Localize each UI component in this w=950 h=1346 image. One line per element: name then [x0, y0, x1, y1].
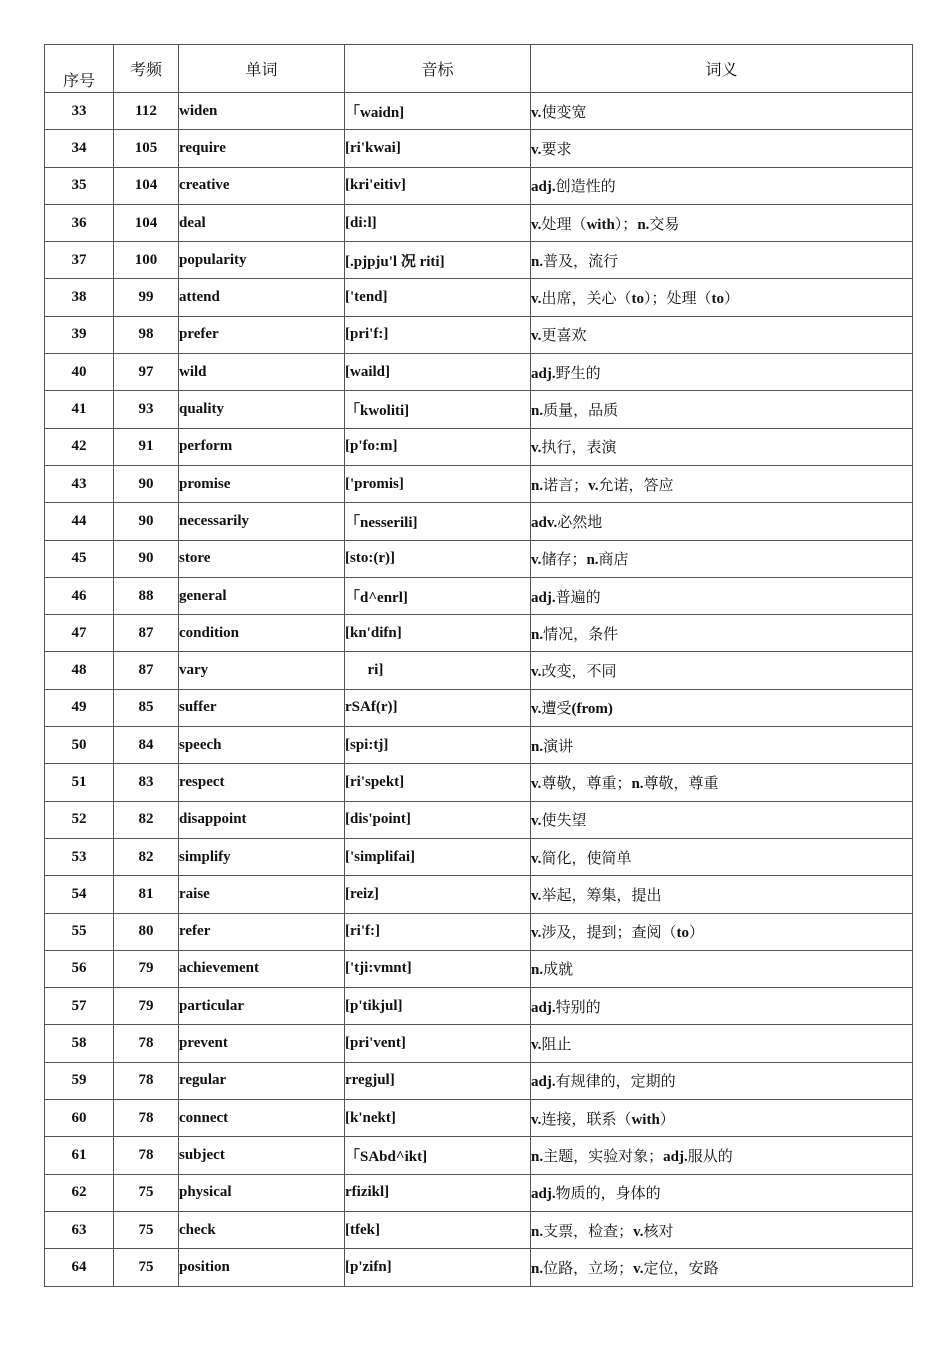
meaning-label: v.: [531, 291, 542, 308]
cell-word: speech: [179, 727, 345, 764]
meaning-text: 连接，联系（: [541, 1111, 632, 1128]
table-row: [45, 1211, 913, 1248]
meaning-label: v.: [633, 1223, 644, 1240]
cell-number: 59: [45, 1062, 114, 1099]
cell-number: 37: [45, 242, 114, 279]
meaning-text: 使变宽: [541, 104, 587, 121]
table-row: [45, 465, 913, 502]
meaning-label: adj.: [531, 589, 556, 606]
meaning-text: 普及，流行: [543, 253, 619, 270]
meaning-text: 简化，使简单: [541, 850, 632, 867]
cell-meaning: [531, 540, 913, 577]
cell-meaning: [531, 428, 913, 465]
table-row: [45, 1249, 913, 1286]
meaning-label: to: [676, 925, 689, 942]
cell-word: promise: [179, 465, 345, 502]
meaning-text: 主题，实验对象；: [543, 1148, 664, 1165]
cell-word: regular: [179, 1062, 345, 1099]
cell-frequency: 81: [114, 876, 179, 913]
cell-word: popularity: [179, 242, 345, 279]
header-frequency: 考频: [114, 45, 179, 93]
cell-phonetic: [spi:tj]: [345, 727, 531, 764]
cell-frequency: 85: [114, 689, 179, 726]
cell-phonetic: [p'tikjul]: [345, 988, 531, 1025]
table-row: [45, 838, 913, 875]
cell-number: 52: [45, 801, 114, 838]
table-row: [45, 1174, 913, 1211]
meaning-label: v.: [633, 1260, 644, 1277]
meaning-label: v.: [531, 775, 542, 792]
cell-phonetic: 「kwoliti]: [345, 391, 531, 428]
cell-phonetic: rfizikl]: [345, 1174, 531, 1211]
meaning-text: 举起，筹集，提出: [541, 887, 662, 904]
table-row: [45, 801, 913, 838]
meaning-label: v.: [531, 1037, 542, 1054]
meaning-text: 改变，不同: [541, 664, 617, 681]
cell-phonetic: 「waidn]: [345, 93, 531, 130]
meaning-label: v.: [531, 664, 542, 681]
meaning-label: v.: [531, 701, 542, 718]
meaning-text: 物质的，身体的: [555, 1186, 661, 1203]
meaning-label: to: [711, 291, 724, 308]
cell-meaning: [531, 391, 913, 428]
cell-number: 53: [45, 838, 114, 875]
table-row: [45, 503, 913, 540]
cell-meaning: [531, 913, 913, 950]
cell-word: attend: [179, 279, 345, 316]
meaning-text: 情况，条件: [543, 626, 619, 643]
meaning-text: 涉及，提到；查阅（: [541, 925, 677, 942]
cell-number: 48: [45, 652, 114, 689]
cell-frequency: 84: [114, 727, 179, 764]
table-row: [45, 130, 913, 167]
cell-number: 39: [45, 316, 114, 353]
meaning-label: n.: [531, 253, 544, 270]
cell-word: condition: [179, 615, 345, 652]
cell-word: raise: [179, 876, 345, 913]
vocabulary-table: [44, 44, 913, 1287]
cell-frequency: 83: [114, 764, 179, 801]
cell-frequency: 93: [114, 391, 179, 428]
meaning-text: 服从的: [687, 1148, 733, 1165]
cell-number: 44: [45, 503, 114, 540]
cell-frequency: 104: [114, 167, 179, 204]
meaning-label: n.: [531, 738, 544, 755]
table-row: [45, 316, 913, 353]
cell-phonetic: [.pjpju'l 况 riti]: [345, 242, 531, 279]
meaning-text: 尊敬，尊重；: [541, 775, 632, 792]
meaning-text: 特别的: [555, 999, 601, 1016]
meaning-text: 位路，立场；: [543, 1260, 634, 1277]
table-row: [45, 764, 913, 801]
meaning-label: v.: [531, 925, 542, 942]
cell-frequency: 82: [114, 801, 179, 838]
cell-number: 57: [45, 988, 114, 1025]
meaning-text: 定位，安路: [643, 1260, 719, 1277]
cell-meaning: [531, 1211, 913, 1248]
cell-number: 34: [45, 130, 114, 167]
table-row: [45, 615, 913, 652]
meaning-text: 必然地: [557, 514, 603, 531]
cell-frequency: 79: [114, 988, 179, 1025]
cell-number: 63: [45, 1211, 114, 1248]
cell-meaning: [531, 727, 913, 764]
meaning-label: adj.: [531, 1074, 556, 1091]
cell-meaning: [531, 93, 913, 130]
cell-meaning: [531, 316, 913, 353]
cell-phonetic: rSAf(r)]: [345, 689, 531, 726]
cell-word: wild: [179, 354, 345, 391]
cell-frequency: 75: [114, 1174, 179, 1211]
cell-word: particular: [179, 988, 345, 1025]
cell-number: 62: [45, 1174, 114, 1211]
cell-number: 40: [45, 354, 114, 391]
meaning-text: 诺言；: [543, 477, 589, 494]
meaning-text: ）: [659, 1111, 675, 1128]
table-row: [45, 391, 913, 428]
table-row: [45, 354, 913, 391]
cell-meaning: [531, 279, 913, 316]
table-row: [45, 1137, 913, 1174]
cell-phonetic: ['tend]: [345, 279, 531, 316]
meaning-text: 商店: [598, 552, 629, 569]
meaning-text: ）；: [614, 216, 638, 233]
cell-number: 51: [45, 764, 114, 801]
cell-word: require: [179, 130, 345, 167]
table-row: [45, 577, 913, 614]
cell-frequency: 87: [114, 652, 179, 689]
meaning-label: with: [631, 1111, 660, 1128]
cell-phonetic: [di:l]: [345, 204, 531, 241]
cell-meaning: [531, 801, 913, 838]
cell-phonetic: [dis'point]: [345, 801, 531, 838]
meaning-label: v.: [531, 850, 542, 867]
cell-phonetic: [tfek]: [345, 1211, 531, 1248]
table-row: [45, 167, 913, 204]
header-number: 序号: [45, 45, 114, 93]
cell-phonetic: 「d^enrl]: [345, 577, 531, 614]
cell-word: position: [179, 1249, 345, 1286]
cell-phonetic: [sto:(r)]: [345, 540, 531, 577]
cell-meaning: [531, 615, 913, 652]
cell-meaning: [531, 988, 913, 1025]
cell-word: general: [179, 577, 345, 614]
cell-word: disappoint: [179, 801, 345, 838]
table-row: [45, 242, 913, 279]
meaning-text: 普遍的: [555, 589, 601, 606]
cell-number: 46: [45, 577, 114, 614]
cell-frequency: 98: [114, 316, 179, 353]
meaning-label: n.: [531, 477, 544, 494]
meaning-text: 支票，检查；: [543, 1223, 634, 1240]
cell-frequency: 79: [114, 950, 179, 987]
meaning-text: 创造性的: [555, 179, 616, 196]
cell-meaning: [531, 1100, 913, 1137]
table-row: [45, 204, 913, 241]
meaning-label: (from): [571, 701, 613, 718]
meaning-label: n.: [531, 1148, 544, 1165]
cell-frequency: 97: [114, 354, 179, 391]
meaning-text: ）: [723, 291, 739, 308]
cell-word: widen: [179, 93, 345, 130]
cell-phonetic: [reiz]: [345, 876, 531, 913]
cell-number: 38: [45, 279, 114, 316]
meaning-label: v.: [531, 440, 542, 457]
cell-meaning: [531, 652, 913, 689]
cell-meaning: [531, 838, 913, 875]
cell-word: check: [179, 1211, 345, 1248]
meaning-label: adv.: [531, 514, 558, 531]
table-row: [45, 689, 913, 726]
cell-frequency: 90: [114, 465, 179, 502]
cell-frequency: 87: [114, 615, 179, 652]
cell-frequency: 78: [114, 1137, 179, 1174]
cell-phonetic: ['simplifai]: [345, 838, 531, 875]
cell-number: 36: [45, 204, 114, 241]
table-row: [45, 540, 913, 577]
meaning-text: 遭受: [541, 701, 572, 718]
cell-phonetic: ['tji:vmnt]: [345, 950, 531, 987]
cell-meaning: [531, 354, 913, 391]
cell-phonetic: [ri'kwai]: [345, 130, 531, 167]
cell-phonetic: [pri'vent]: [345, 1025, 531, 1062]
table-row: [45, 1100, 913, 1137]
table-row: [45, 988, 913, 1025]
meaning-text: 交易: [649, 216, 680, 233]
cell-word: necessarily: [179, 503, 345, 540]
cell-meaning: [531, 1025, 913, 1062]
cell-number: 55: [45, 913, 114, 950]
cell-word: vary: [179, 652, 345, 689]
cell-number: 54: [45, 876, 114, 913]
cell-frequency: 91: [114, 428, 179, 465]
meaning-label: with: [586, 216, 615, 233]
table-row: [45, 93, 913, 130]
cell-phonetic: [ri'f:]: [345, 913, 531, 950]
meaning-label: n.: [637, 216, 650, 233]
table-row: [45, 279, 913, 316]
meaning-text: 核对: [643, 1223, 674, 1240]
table-row: [45, 950, 913, 987]
cell-number: 60: [45, 1100, 114, 1137]
cell-meaning: [531, 689, 913, 726]
header-word: 单词: [179, 45, 345, 93]
cell-number: 49: [45, 689, 114, 726]
meaning-label: to: [631, 291, 644, 308]
cell-frequency: 75: [114, 1211, 179, 1248]
meaning-label: adj.: [531, 999, 556, 1016]
table-row: [45, 727, 913, 764]
cell-word: prefer: [179, 316, 345, 353]
cell-word: achievement: [179, 950, 345, 987]
meaning-label: v.: [531, 887, 542, 904]
cell-phonetic: [ri'spekt]: [345, 764, 531, 801]
cell-phonetic: 「nesserili]: [345, 503, 531, 540]
cell-meaning: [531, 503, 913, 540]
cell-word: refer: [179, 913, 345, 950]
cell-meaning: [531, 242, 913, 279]
cell-frequency: 100: [114, 242, 179, 279]
cell-meaning: [531, 130, 913, 167]
meaning-label: n.: [631, 775, 644, 792]
meaning-text: 尊敬，尊重: [643, 775, 719, 792]
cell-frequency: 99: [114, 279, 179, 316]
cell-frequency: 88: [114, 577, 179, 614]
cell-phonetic: [pri'f:]: [345, 316, 531, 353]
cell-frequency: 105: [114, 130, 179, 167]
cell-frequency: 112: [114, 93, 179, 130]
cell-phonetic: [kn'difn]: [345, 615, 531, 652]
cell-word: store: [179, 540, 345, 577]
meaning-text: 质量，品质: [543, 403, 619, 420]
meaning-text: 允诺，答应: [598, 477, 674, 494]
table-row: [45, 876, 913, 913]
meaning-text: 成就: [543, 962, 574, 979]
cell-word: suffer: [179, 689, 345, 726]
cell-meaning: [531, 1062, 913, 1099]
cell-phonetic: ['promis]: [345, 465, 531, 502]
meaning-text: 阻止: [541, 1037, 572, 1054]
cell-number: 33: [45, 93, 114, 130]
cell-frequency: 90: [114, 503, 179, 540]
meaning-text: 野生的: [555, 365, 601, 382]
cell-word: physical: [179, 1174, 345, 1211]
meaning-text: 储存；: [541, 552, 587, 569]
cell-meaning: [531, 1137, 913, 1174]
meaning-text: 更喜欢: [541, 328, 587, 345]
cell-number: 41: [45, 391, 114, 428]
cell-word: connect: [179, 1100, 345, 1137]
table-row: [45, 913, 913, 950]
cell-phonetic: [p'fo:m]: [345, 428, 531, 465]
table-row: [45, 1025, 913, 1062]
cell-word: quality: [179, 391, 345, 428]
cell-word: prevent: [179, 1025, 345, 1062]
meaning-text: 使失望: [541, 813, 587, 830]
table-row: [45, 652, 913, 689]
meaning-label: n.: [531, 1223, 544, 1240]
cell-meaning: [531, 204, 913, 241]
cell-word: deal: [179, 204, 345, 241]
table-body: [45, 93, 913, 1287]
cell-number: 64: [45, 1249, 114, 1286]
cell-word: respect: [179, 764, 345, 801]
cell-phonetic: [k'nekt]: [345, 1100, 531, 1137]
meaning-label: n.: [531, 1260, 544, 1277]
cell-meaning: [531, 577, 913, 614]
table-row: [45, 1062, 913, 1099]
cell-word: perform: [179, 428, 345, 465]
cell-number: 42: [45, 428, 114, 465]
meaning-label: v.: [531, 216, 542, 233]
cell-phonetic: [waild]: [345, 354, 531, 391]
cell-phonetic: rregjul]: [345, 1062, 531, 1099]
cell-number: 56: [45, 950, 114, 987]
cell-meaning: [531, 167, 913, 204]
meaning-text: ）；处理（: [643, 291, 712, 308]
cell-phonetic: [p'zifn]: [345, 1249, 531, 1286]
cell-meaning: [531, 1174, 913, 1211]
header-meaning: 词义: [531, 45, 913, 93]
table-row: [45, 428, 913, 465]
cell-word: subject: [179, 1137, 345, 1174]
cell-word: simplify: [179, 838, 345, 875]
cell-phonetic: 「SAbd^ikt]: [345, 1137, 531, 1174]
cell-frequency: 78: [114, 1062, 179, 1099]
cell-meaning: [531, 465, 913, 502]
cell-number: 50: [45, 727, 114, 764]
table-header-row: [45, 45, 913, 93]
cell-number: 47: [45, 615, 114, 652]
meaning-text: 演讲: [543, 738, 574, 755]
meaning-label: adj.: [531, 365, 556, 382]
meaning-label: v.: [531, 141, 542, 158]
cell-meaning: [531, 764, 913, 801]
cell-meaning: [531, 876, 913, 913]
meaning-label: v.: [531, 328, 542, 345]
cell-frequency: 78: [114, 1025, 179, 1062]
meaning-label: adj.: [531, 1186, 556, 1203]
meaning-text: 有规律的，定期的: [555, 1074, 676, 1091]
cell-frequency: 78: [114, 1100, 179, 1137]
cell-number: 61: [45, 1137, 114, 1174]
cell-frequency: 80: [114, 913, 179, 950]
cell-meaning: [531, 1249, 913, 1286]
meaning-label: n.: [531, 403, 544, 420]
cell-meaning: [531, 950, 913, 987]
meaning-label: n.: [531, 626, 544, 643]
cell-number: 45: [45, 540, 114, 577]
cell-frequency: 82: [114, 838, 179, 875]
cell-number: 58: [45, 1025, 114, 1062]
meaning-label: v.: [531, 552, 542, 569]
meaning-label: v.: [588, 477, 599, 494]
meaning-label: v.: [531, 104, 542, 121]
cell-frequency: 90: [114, 540, 179, 577]
meaning-text: ）: [688, 925, 704, 942]
meaning-label: v.: [531, 813, 542, 830]
meaning-text: 处理（: [541, 216, 587, 233]
cell-frequency: 75: [114, 1249, 179, 1286]
cell-phonetic: [kri'eitiv]: [345, 167, 531, 204]
cell-number: 35: [45, 167, 114, 204]
meaning-label: adj.: [531, 179, 556, 196]
meaning-text: 出席，关心（: [541, 291, 632, 308]
cell-phonetic: ri]: [345, 652, 531, 689]
header-phonetic: 音标: [345, 45, 531, 93]
cell-word: creative: [179, 167, 345, 204]
meaning-label: v.: [531, 1111, 542, 1128]
cell-number: 43: [45, 465, 114, 502]
meaning-label: n.: [531, 962, 544, 979]
cell-frequency: 104: [114, 204, 179, 241]
meaning-label: n.: [586, 552, 599, 569]
meaning-text: 要求: [541, 141, 572, 158]
meaning-label: adj.: [663, 1148, 688, 1165]
meaning-text: 执行，表演: [541, 440, 617, 457]
